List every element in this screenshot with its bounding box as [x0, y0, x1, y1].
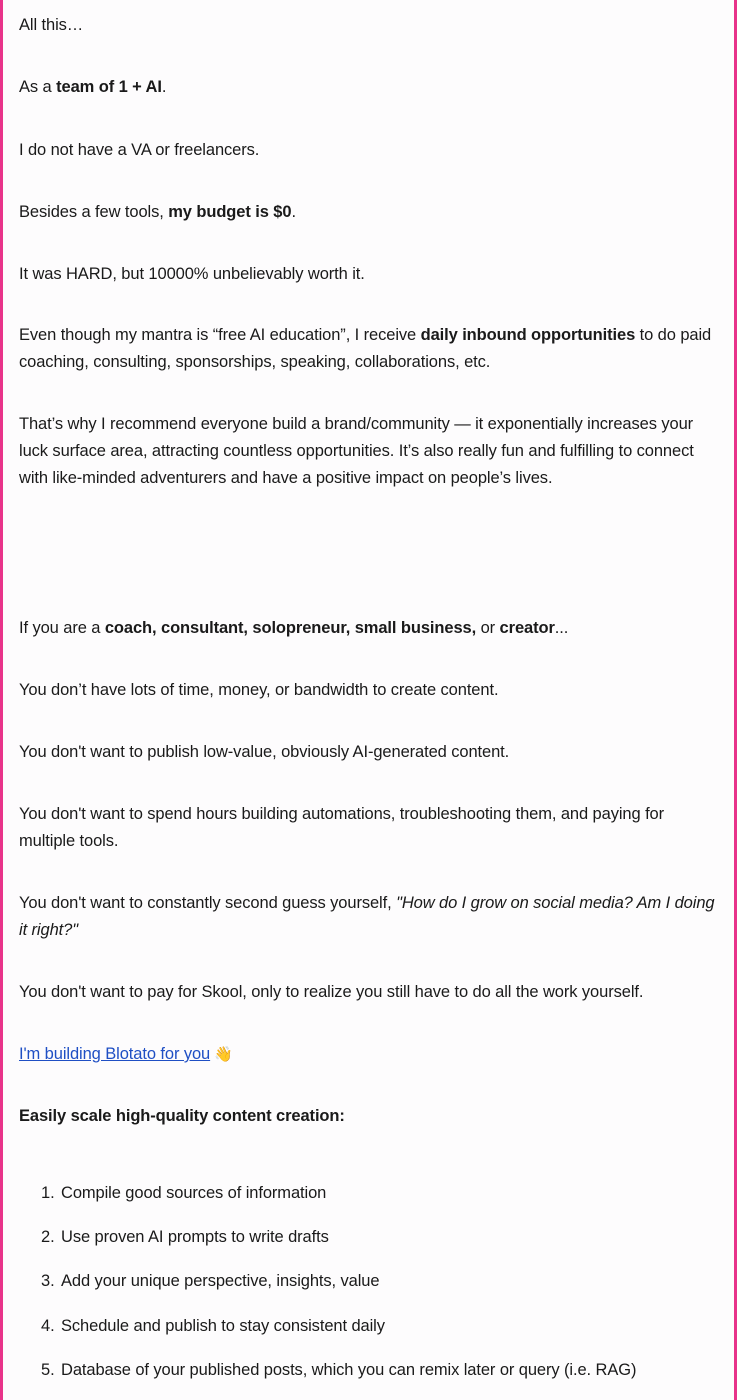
- paragraph-italic-quote: "How do I grow on social media? Am I doing it right?": [19, 894, 715, 939]
- paragraph-text: You don't want to pay for Skool, only to realize you still have to do all the work yourself.: [19, 983, 644, 1001]
- paragraph-low-value: [19, 739, 716, 766]
- list-item-text: Schedule and publish to stay consistent daily: [61, 1317, 385, 1335]
- paragraph-text: .: [161, 78, 167, 96]
- list-item: [41, 1313, 716, 1340]
- list-item: [41, 1224, 716, 1251]
- paragraph-automations: [19, 801, 716, 855]
- paragraph-time: [19, 677, 716, 704]
- list-item: [41, 1357, 716, 1384]
- paragraph-brand: [19, 411, 716, 492]
- list-item-number: 5.: [41, 1361, 55, 1379]
- paragraph-text: ...: [554, 619, 569, 637]
- paragraph-text: .: [291, 203, 296, 221]
- paragraph-text: As a: [19, 78, 57, 96]
- list-item-number: 2.: [41, 1228, 55, 1246]
- list-item-text: Compile good sources of information: [61, 1184, 327, 1202]
- paragraph-mantra: [19, 322, 716, 376]
- list-item-text: Database of your published posts, which you can remix later or query (i.e. RAG): [61, 1361, 637, 1379]
- list-item-text: Add your unique perspective, insights, value: [61, 1272, 380, 1290]
- section-heading: [19, 1103, 716, 1130]
- waving-hand-icon: 👋: [214, 1046, 233, 1063]
- paragraph-bold-text: coach, consultant, solopreneur, small business,: [104, 619, 477, 637]
- blotato-link[interactable]: I'm building Blotato for you: [19, 1045, 211, 1063]
- heading-text: Easily scale high-quality content creation:: [19, 1107, 345, 1125]
- paragraph-text: Even though my mantra is “free AI education”, I receive: [19, 326, 421, 344]
- paragraph-text: to do paid coaching, consulting, sponsorships, speaking, collaborations, etc.: [19, 326, 712, 371]
- paragraph-text: It was HARD, but 10000% unbelievably worth it.: [19, 265, 365, 283]
- paragraph-bold-text: team of 1 + AI: [56, 78, 162, 96]
- list-item-number: 3.: [41, 1272, 55, 1290]
- paragraph-team: [19, 74, 716, 101]
- paragraph-text: or: [476, 619, 500, 637]
- paragraph-skool: [19, 979, 716, 1006]
- paragraph-budget: [19, 199, 716, 226]
- paragraph-bold-text: creator: [499, 619, 555, 637]
- list-item: [41, 1268, 716, 1295]
- paragraph-link: [19, 1041, 716, 1068]
- paragraph-text: You don't want to spend hours building automations, troubleshooting them, and paying for multiple tools.: [19, 805, 665, 850]
- paragraph-audience: [19, 615, 716, 642]
- paragraph-text: You don't want to constantly second guess yourself,: [19, 894, 397, 912]
- paragraph-text: I do not have a VA or freelancers.: [19, 141, 260, 159]
- paragraph-bold-text: daily inbound opportunities: [420, 326, 636, 344]
- list-item-number: 4.: [41, 1317, 55, 1335]
- paragraph-text: That’s why I recommend everyone build a brand/community — it exponentially increases your luck surface area, attracting countless opportunities. It’s also really fun and fulfilling to connect with like-minded adventurers and have a positive impact on people’s lives.: [19, 415, 694, 487]
- paragraph-text: You don’t have lots of time, money, or bandwidth to create content.: [19, 681, 499, 699]
- paragraph-hard: [19, 261, 716, 288]
- paragraph-text: Besides a few tools,: [19, 203, 169, 221]
- paragraph-bold-text: my budget is $0: [168, 203, 292, 221]
- paragraph-text: You don't want to publish low-value, obviously AI-generated content.: [19, 743, 510, 761]
- paragraph-no-va: [19, 137, 716, 164]
- list-item: [41, 1180, 716, 1207]
- paragraph-all-this: [19, 12, 716, 39]
- paragraph-second-guess: [19, 890, 716, 944]
- paragraph-text: All this…: [19, 16, 84, 34]
- list-item-number: 1.: [41, 1184, 55, 1202]
- list-item-text: Use proven AI prompts to write drafts: [61, 1228, 329, 1246]
- paragraph-text: If you are a: [19, 619, 105, 637]
